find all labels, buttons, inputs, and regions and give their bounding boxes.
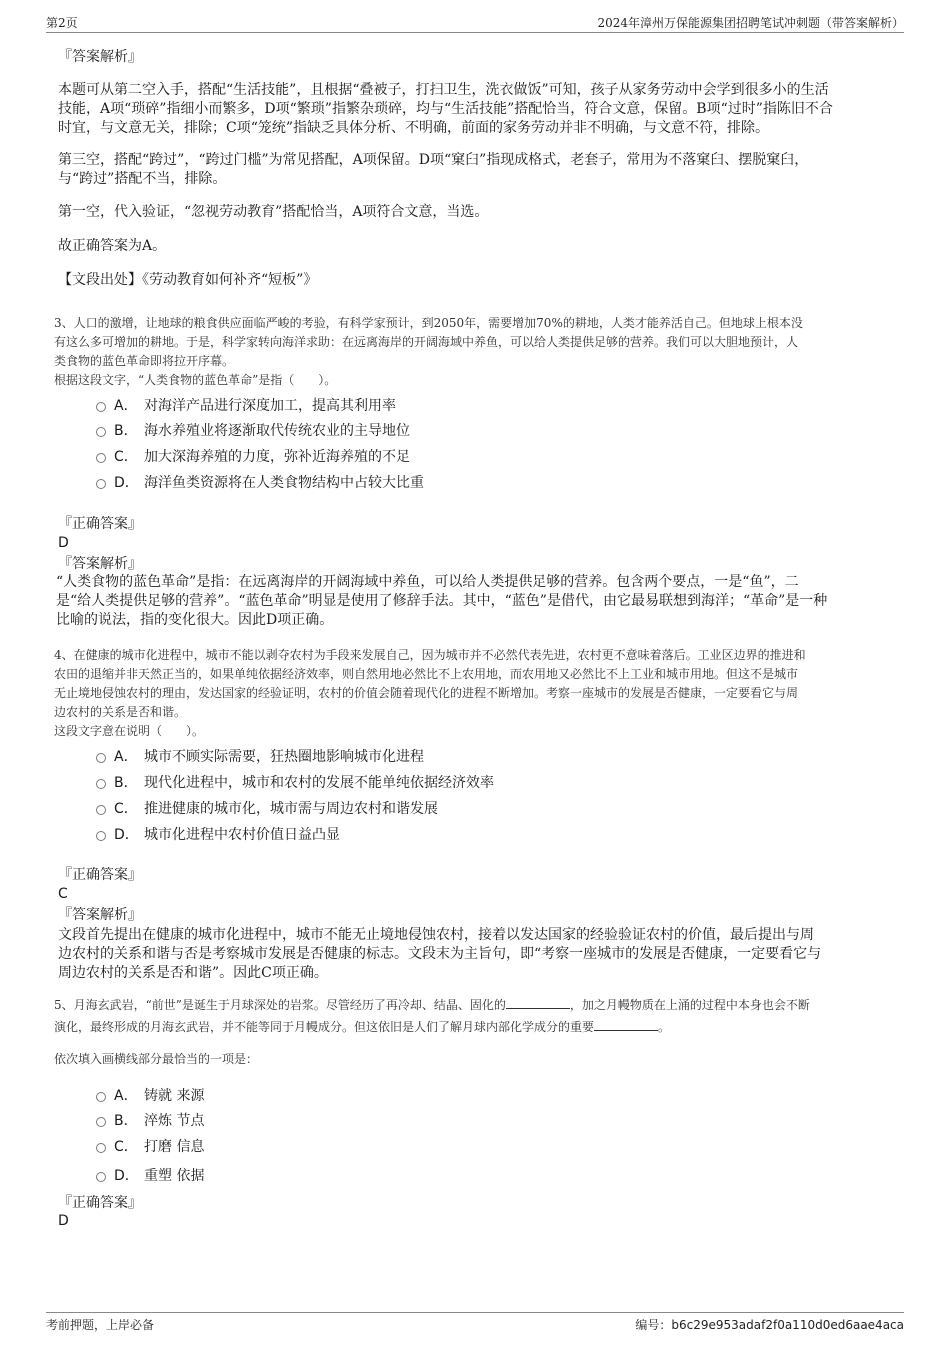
q3-analysis: [56, 573, 896, 630]
text-line: 演化，最终形成的月海玄武岩，并不能等同于月幔成分。但这依旧是人们了解月球内部化学成分的重要 。: [54, 1020, 671, 1034]
fill-blank-2[interactable]: [594, 1018, 658, 1031]
footer-slogan: 考前押题，上岸必备: [46, 1318, 155, 1332]
radio-icon[interactable]: [96, 402, 106, 412]
q4-stem: [54, 646, 894, 741]
q4-answer: C: [58, 886, 68, 902]
page-footer: [46, 1312, 904, 1335]
q3-analysis-label: 『答案解析』: [58, 556, 142, 572]
q3-option-a[interactable]: A． 对海洋产品进行深度加工，提高其利用率: [96, 396, 396, 416]
q5-stem: [54, 994, 894, 1038]
text-line: 本题可从第二空入手，搭配“生活技能”，且根据“叠被子，打扫卫生，洗衣做饭”可知，孩子从家务劳动中会学到很多小的生活: [58, 82, 829, 98]
q4-analysis-label: 『答案解析』: [58, 907, 142, 923]
q3-option-c[interactable]: C． 加大深海养殖的力度，弥补近海养殖的不足: [96, 447, 410, 467]
q5-question: 依次填入画横线部分最恰当的一项是：: [54, 1052, 259, 1066]
q5-option-b[interactable]: B． 淬炼 节点: [96, 1111, 204, 1131]
text-line: 比喻的说法，指的变化很大。因此D项正确。: [56, 612, 334, 628]
text-line: 是“给人类提供足够的营养”。“蓝色革命”明显是使用了修辞手法。其中，“蓝色”是借代，由它最易联想到海洋；“革命”是一种: [56, 593, 828, 609]
q4-option-d[interactable]: D． 城市化进程中农村价值日益凸显: [96, 825, 340, 845]
q5-option-a[interactable]: A． 铸就 来源: [96, 1086, 204, 1106]
text-line: 无止境地侵蚀农村的理由，发达国家的经验证明，农村的价值会随着现代化的进程不断增加。考察一座城市的发展是否健康，一定要看它与周: [54, 686, 799, 700]
radio-icon[interactable]: [96, 831, 106, 841]
q3-stem: [54, 314, 894, 390]
text-line: 5、月海玄武岩，“前世”是诞生于月球深处的岩浆。尽管经历了再冷却、结晶、固化的 ，加之月幔物质在上涌的过程中本身也会不断: [54, 998, 810, 1012]
radio-icon[interactable]: [96, 753, 106, 763]
q2-analysis-para3: 第一空，代入验证，“忽视劳动教育”搭配恰当，A项符合文意，当选。: [58, 204, 489, 220]
q3-option-d[interactable]: D． 海洋鱼类资源将在人类食物结构中占较大比重: [96, 473, 424, 493]
q5-option-c[interactable]: C． 打磨 信息: [96, 1137, 204, 1157]
q4-answer-label: 『正确答案』: [58, 867, 142, 883]
document-title: 2024年漳州万保能源集团招聘笔试冲刺题（带答案解析）: [597, 16, 904, 30]
text-line: 与“跨过”搭配不当，排除。: [58, 171, 227, 187]
q2-analysis-conclusion: 故正确答案为A。: [58, 238, 167, 254]
radio-icon[interactable]: [96, 779, 106, 789]
q4-option-a[interactable]: A． 城市不顾实际需要，狂热圈地影响城市化进程: [96, 747, 424, 767]
radio-icon[interactable]: [96, 1117, 106, 1127]
q2-source: 【文段出处】《劳动教育如何补齐“短板”》: [58, 272, 318, 288]
text-line: 技能，A项“琐碎”指细小而繁多，D项“繁琐”指繁杂琐碎，均与“生活技能”搭配恰当，符合文意，保留。B项“过时”指陈旧不合: [58, 101, 833, 117]
q2-analysis-para1: [58, 81, 898, 138]
q4-analysis: [58, 926, 898, 983]
text-line: “人类食物的蓝色革命”是指：在远离海岸的开阔海域中养鱼，可以给人类提供足够的营养。包含两个要点，一是“鱼”，二: [56, 574, 799, 590]
q2-analysis-para2: [58, 151, 898, 189]
page-header: [46, 12, 904, 33]
q5-option-d[interactable]: D． 重塑 依据: [96, 1166, 204, 1186]
radio-icon[interactable]: [96, 1172, 106, 1182]
text-line: 3、人口的激增，让地球的粮食供应面临严峻的考验，有科学家预计，到2050年，需要增加70%的耕地，人类才能养活自己。但地球上根本没: [54, 316, 803, 330]
text-line: 时宜，与文意无关，排除；C项“笼统”指缺乏具体分析、不明确，前面的家务劳动并非不明确，与文意不符，排除。: [58, 120, 770, 136]
text-line: 农田的退缩并非天然正当的，如果单纯依据经济效率，则自然用地必然比不上农用地，而农用地又必然比不上工业和城市用地。但这不是城市: [54, 667, 799, 681]
radio-icon[interactable]: [96, 479, 106, 489]
text-line: 有这么多可增加的耕地。于是，科学家转向海洋求助：在远离海岸的开阔海域中养鱼，可以给人类提供足够的营养。我们可以大胆地预计，人: [54, 335, 799, 349]
q2-analysis-label: 『答案解析』: [58, 49, 142, 65]
text-line: 类食物的蓝色革命即将拉开序幕。: [54, 354, 235, 368]
text-line: 第三空，搭配“跨过”，“跨过门槛”为常见搭配，A项保留。D项“窠臼”指现成格式，老套子，常用为不落窠臼、摆脱窠臼，: [58, 152, 809, 168]
q3-question: 根据这段文字，“人类食物的蓝色革命”是指（ ）。: [54, 373, 337, 387]
radio-icon[interactable]: [96, 1143, 106, 1153]
text-line: 文段首先提出在健康的城市化进程中，城市不能无止境地侵蚀农村，接着以发达国家的经验验证农村的价值，最后提出与周: [58, 927, 814, 943]
q5-answer-label: 『正确答案』: [58, 1195, 142, 1211]
q4-option-c[interactable]: C． 推进健康的城市化，城市需与周边农村和谐发展: [96, 799, 438, 819]
text-line: 边农村的关系和谐与否是考察城市发展是否健康的标志。文段末为主旨句，即“考察一座城市的发展是否健康，一定要看它与: [58, 946, 822, 962]
fill-blank-1[interactable]: [506, 996, 570, 1009]
radio-icon[interactable]: [96, 427, 106, 437]
text-line: 边农村的关系是否和谐。: [54, 705, 187, 719]
radio-icon[interactable]: [96, 453, 106, 463]
q4-question: 这段文字意在说明（ ）。: [54, 724, 205, 738]
document-code: 编号：b6c29e953adaf2f0a110d0ed6aae4aca: [635, 1318, 904, 1332]
q5-answer: D: [58, 1213, 69, 1229]
q3-answer: D: [58, 535, 69, 551]
text-line: 4、在健康的城市化进程中，城市不能以剥夺农村为手段来发展自己，因为城市并不必然代表先进，农村更不意味着落后。工业区边界的推进和: [54, 648, 806, 662]
q3-answer-label: 『正确答案』: [58, 516, 142, 532]
q4-option-b[interactable]: B． 现代化进程中，城市和农村的发展不能单纯依据经济效率: [96, 773, 494, 793]
q3-option-b[interactable]: B． 海水养殖业将逐渐取代传统农业的主导地位: [96, 421, 410, 441]
text-line: 周边农村的关系是否和谐”。因此C项正确。: [58, 965, 328, 981]
page-number: 第2页: [46, 16, 78, 30]
radio-icon[interactable]: [96, 1092, 106, 1102]
radio-icon[interactable]: [96, 805, 106, 815]
